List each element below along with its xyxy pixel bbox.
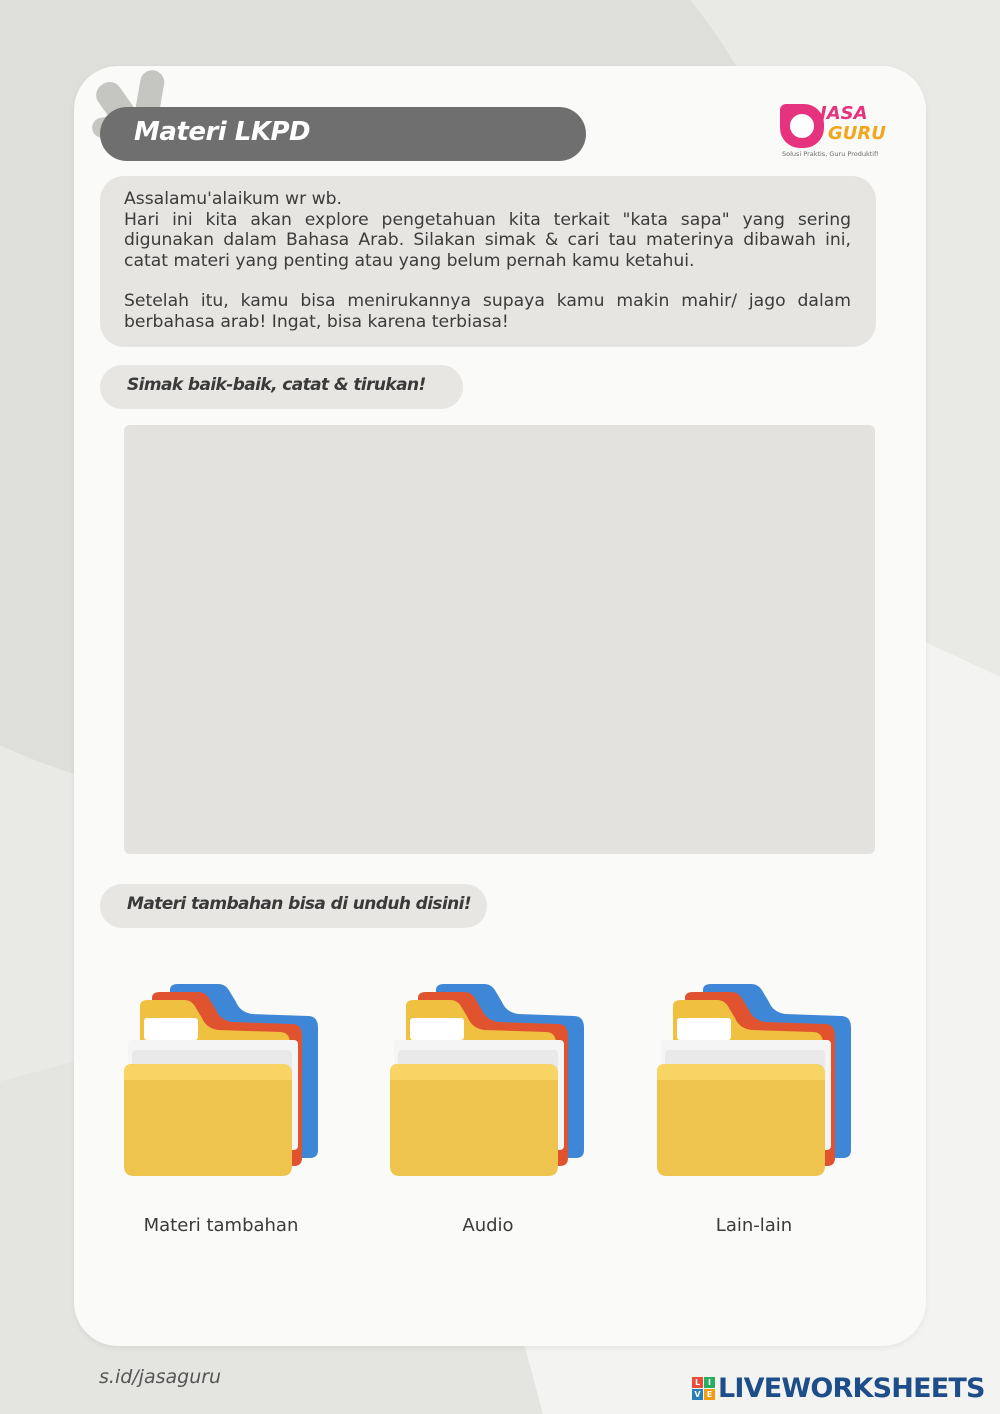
download-folder-audio[interactable] [388, 980, 588, 1180]
logo-wordmark: JASA GURU [820, 103, 886, 144]
download-folder-lain-lain[interactable] [655, 980, 855, 1180]
footer-url[interactable]: s.id/jasaguru [99, 1366, 222, 1388]
page-title: Materi LKPD [134, 117, 311, 147]
liveworksheets-wordmark: LIVEWORKSHEETS [718, 1373, 985, 1404]
section-label-media: Simak baik-baik, catat & tirukan! [127, 375, 426, 395]
intro-paragraph-2: Setelah itu, kamu bisa menirukannya supaya kamu makin mahir/ jago dalam berbahasa arab! Ingat, bisa karena terbiasa! [124, 291, 851, 332]
intro-text [124, 189, 851, 332]
download-label-lain-lain[interactable]: Lain-lain [715, 1215, 793, 1236]
folder-icon [655, 980, 855, 1180]
download-folder-materi-tambahan[interactable] [122, 980, 322, 1180]
section-label-downloads: Materi tambahan bisa di unduh disini! [127, 894, 472, 914]
heart-icon [780, 104, 824, 148]
media-embed-area[interactable] [124, 425, 875, 854]
download-label-materi-tambahan[interactable]: Materi tambahan [143, 1215, 299, 1236]
logo-tagline: Solusi Praktis, Guru Produktif! [782, 150, 879, 158]
folder-icon [122, 980, 322, 1180]
liveworksheets-badge-icon: L I V E [692, 1377, 716, 1401]
intro-greeting: Assalamu'alaikum wr wb. [124, 189, 343, 209]
download-label-audio[interactable]: Audio [462, 1215, 514, 1236]
folder-icon [388, 980, 588, 1180]
jasaguru-logo [780, 104, 890, 160]
intro-paragraph-1: Hari ini kita akan explore pengetahuan kita terkait "kata sapa" yang sering digunakan dalam Bahasa Arab. Silakan simak & cari tau materinya dibawah ini, catat materi yang penting atau yang belum pernah kamu ketahui. [124, 209, 851, 271]
